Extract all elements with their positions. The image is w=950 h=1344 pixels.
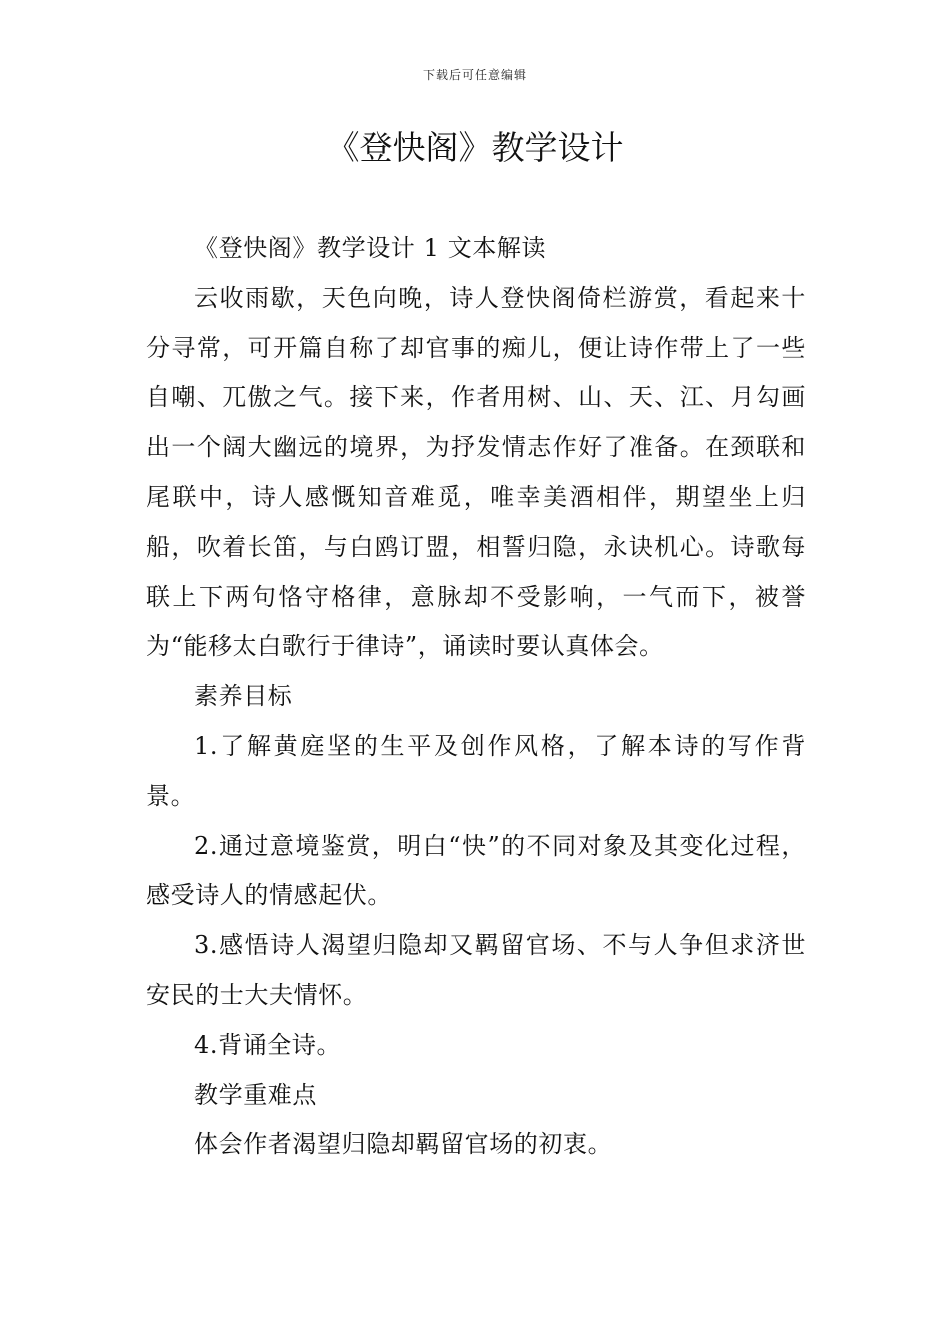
section-heading-text-reading: 《登快阁》教学设计 1 文本解读	[194, 234, 547, 262]
body-paragraph-analysis: 云收雨歇，天色向晚，诗人登快阁倚栏游赏，看起来十分寻常，可开篇自称了却官事的痴儿，便让诗作带上了一些自嘲、兀傲之气。接下来，作者用树、山、天、江、月勾画出一个阔大幽远的境界，为抒发情志作好了准备。在颈联和尾联中，诗人感慨知音难觅，唯幸美酒相伴，期望坐上归船，吹着长笛，与白鸥订盟，相誓归隐，永诀机心。诗歌每联上下两句恪守格律，意脉却不受影响，一气而下，被誉为“能移太白歌行于律诗”，诵读时要认真体会。	[146, 283, 806, 661]
key-point-text: 体会作者渴望归隐却羁留官场的初衷。	[194, 1130, 613, 1159]
goal-item-1: 1.了解黄庭坚的生平及创作风格，了解本诗的写作背景。	[146, 731, 806, 810]
header-note: 下载后可任意编辑	[422, 68, 527, 82]
goal-item-2: 2.通过意境鉴赏，明白“快”的不同对象及其变化过程，感受诗人的情感起伏。	[146, 831, 806, 910]
document-body	[146, 224, 806, 1170]
document-title: 《登快阁》教学设计	[326, 128, 624, 167]
goal-item-4: 4.背诵全诗。	[194, 1030, 342, 1059]
section-heading-goals: 素养目标	[194, 682, 293, 711]
section-heading-key-points: 教学重难点	[194, 1080, 317, 1109]
goal-item-3: 3.感悟诗人渴望归隐却又羁留官场、不与人争但求济世安民的士大夫情怀。	[146, 931, 806, 1009]
